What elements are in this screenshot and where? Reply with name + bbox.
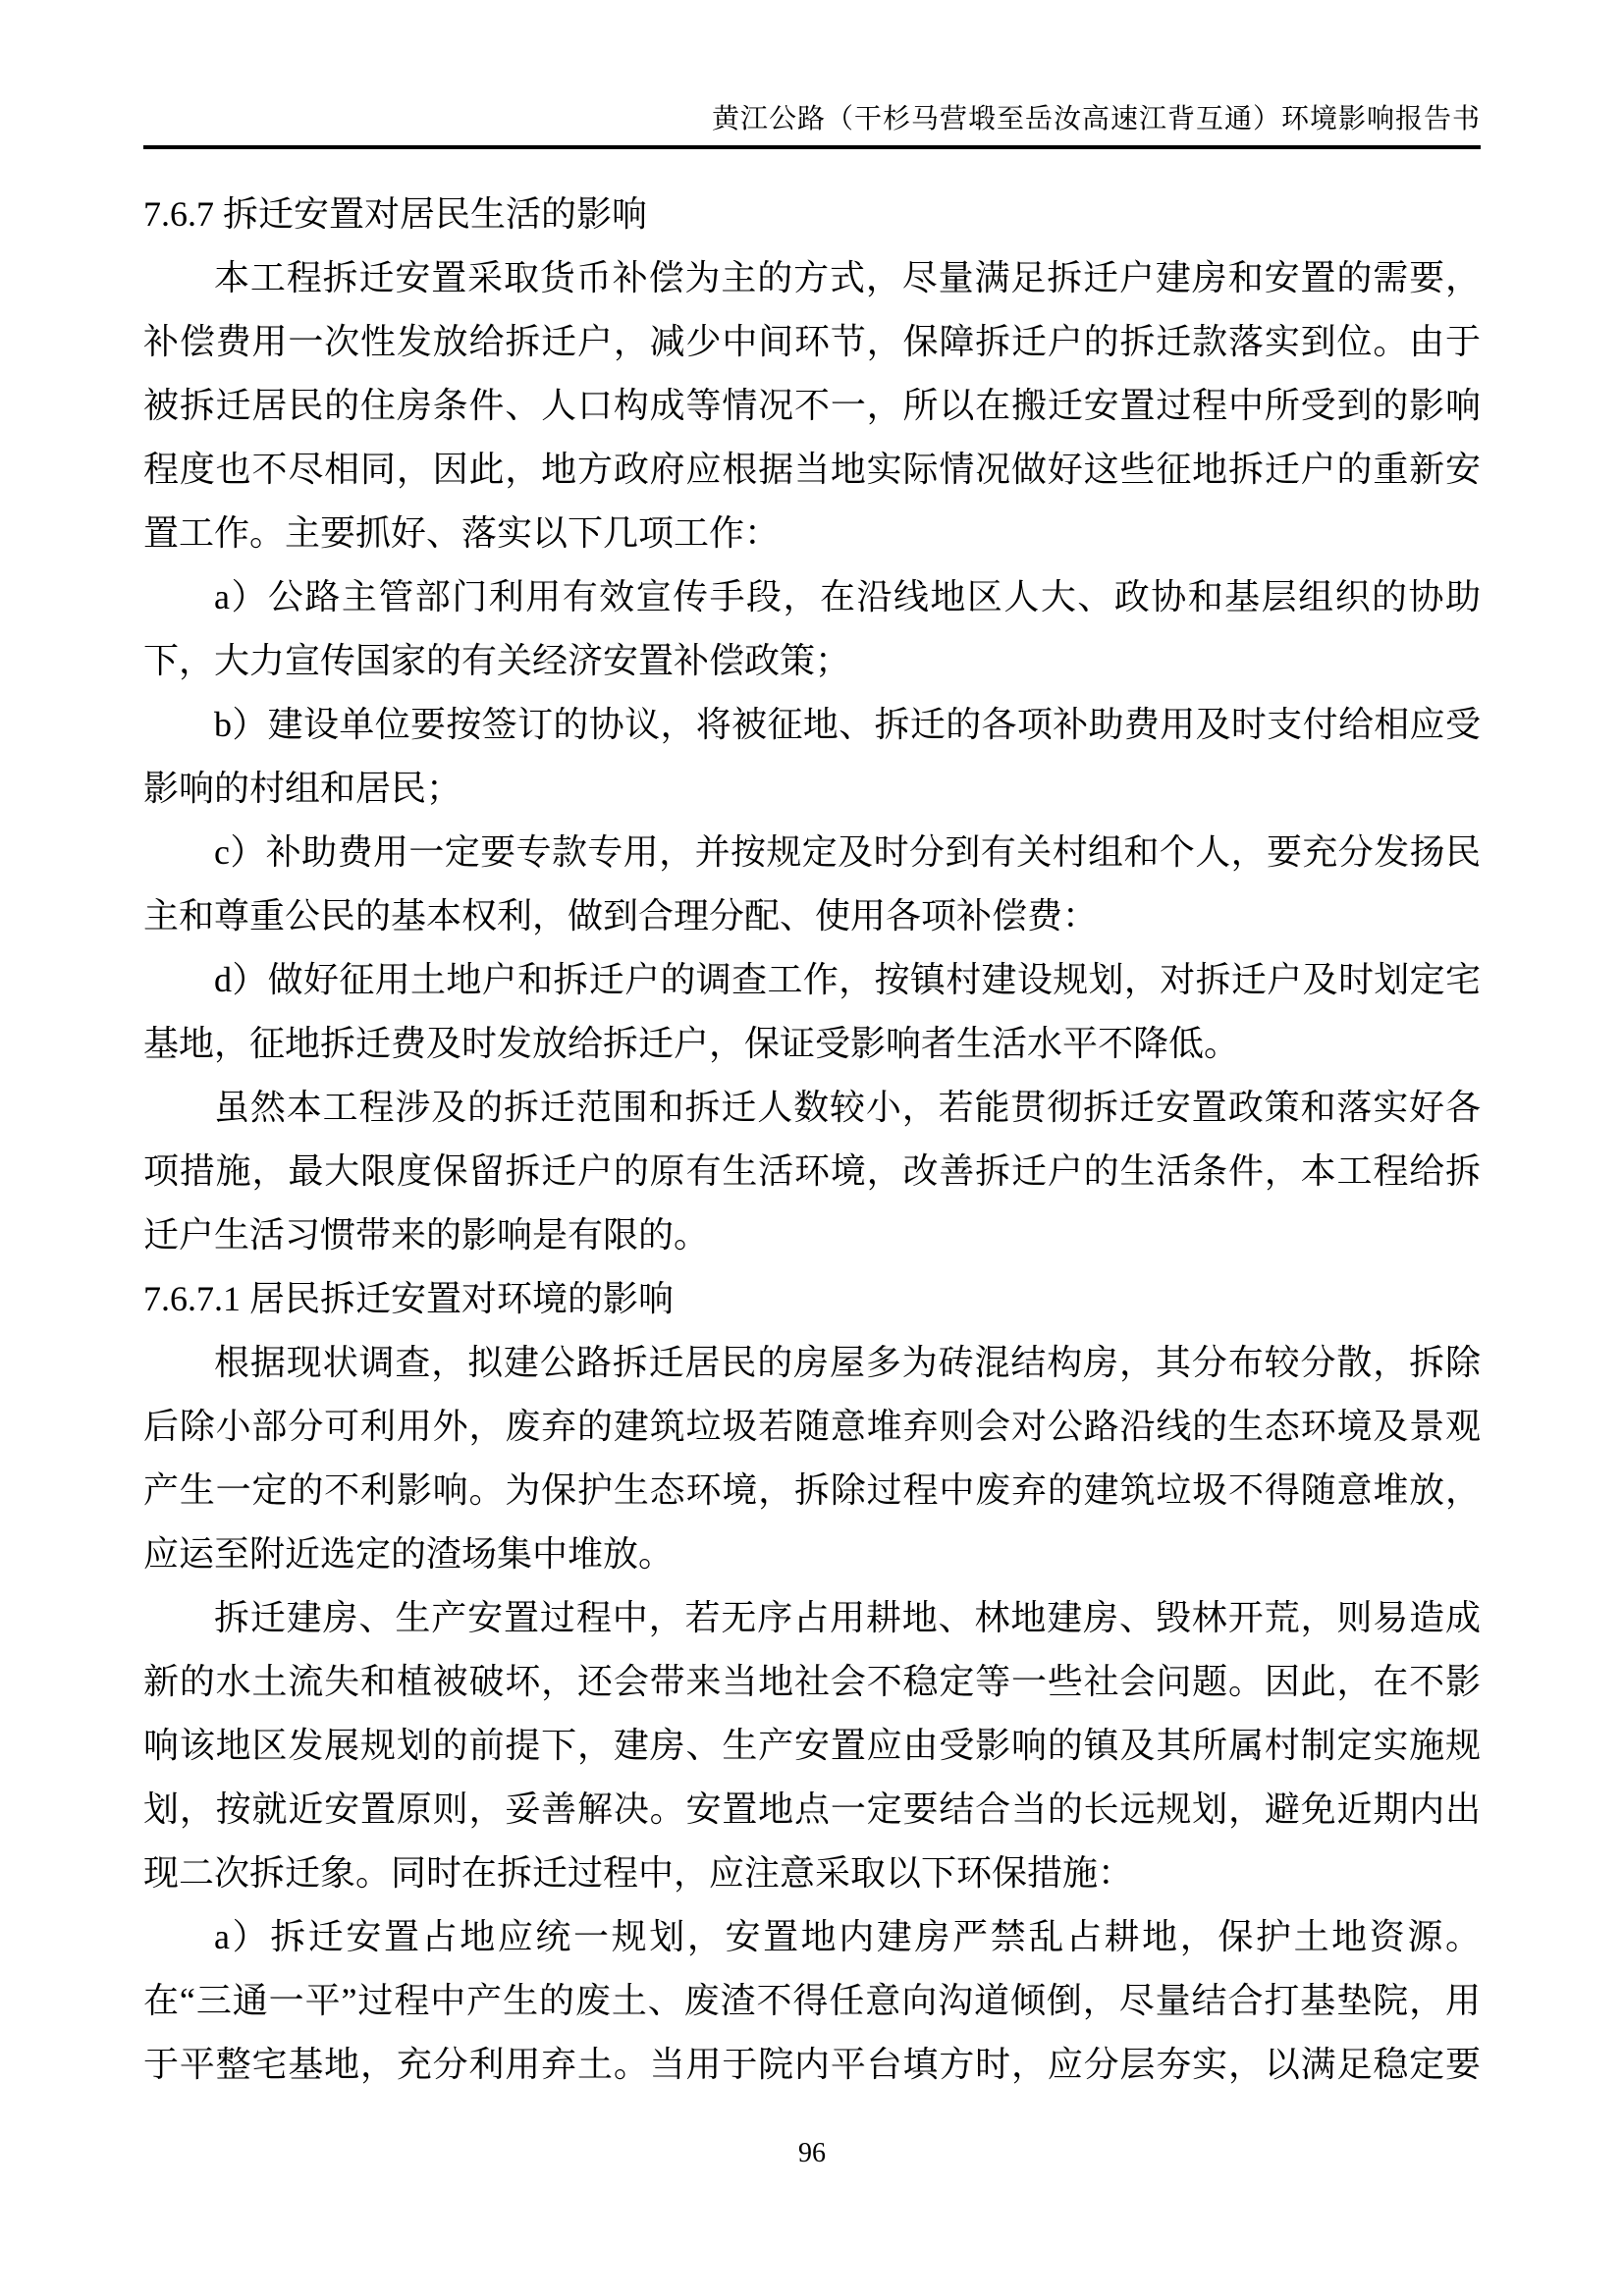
document-body bbox=[143, 183, 1481, 2097]
paragraph-survey: 根据现状调查，拟建公路拆迁居民的房屋多为砖混结构房，其分布较分散，拆除后除小部分可利用外，废弃的建筑垃圾若随意堆弃则会对公路沿线的生态环境及景观产生一定的不利影响。为保护生态环境，拆除过程中废弃的建筑垃圾不得随意堆放，应运至附近选定的渣场集中堆放。 bbox=[143, 1343, 1481, 1574]
list-item-a-measures: a）拆迁安置占地应统一规划，安置地内建房严禁乱占耕地，保护土地资源。在“三通一平”过程中产生的废土、废渣不得任意向沟道倾倒，尽量结合打基垫院，用于平整宅基地，充分利用弃土。当用于院内平台填方时，应分层夯实，以满足稳定要 bbox=[143, 1917, 1481, 2084]
list-item-b: b）建设单位要按签订的协议，将被征地、拆迁的各项补助费用及时支付给相应受影响的村组和居民； bbox=[143, 705, 1481, 808]
header-rule bbox=[143, 145, 1481, 149]
page-number: 96 bbox=[798, 2138, 826, 2168]
paragraph-conclusion: 虽然本工程涉及的拆迁范围和拆迁人数较小，若能贯彻拆迁安置政策和落实好各项措施，最大限度保留拆迁户的原有生活环境，改善拆迁户的生活条件，本工程给拆迁户生活习惯带来的影响是有限的。 bbox=[143, 1088, 1481, 1255]
header-title: 黄江公路（干杉马营塅至岳汝高速江背互通）环境影响报告书 bbox=[711, 104, 1481, 134]
paragraph-intro: 本工程拆迁安置采取货币补偿为主的方式，尽量满足拆迁户建房和安置的需要，补偿费用一次性发放给拆迁户，减少中间环节，保障拆迁户的拆迁款落实到位。由于被拆迁居民的住房条件、人口构成等情况不一，所以在搬迁安置过程中所受到的影响程度也不尽相同，因此，地方政府应根据当地实际情况做好这些征地拆迁户的重新安置工作。主要抓好、落实以下几项工作： bbox=[143, 258, 1481, 553]
section-heading-7-6-7: 7.6.7 拆迁安置对居民生活的影响 bbox=[143, 194, 648, 234]
list-item-d: d）做好征用土地户和拆迁户的调查工作，按镇村建设规划，对拆迁户及时划定宅基地，征地拆迁费及时发放给拆迁户，保证受影响者生活水平不降低。 bbox=[143, 960, 1481, 1063]
paragraph-resettlement: 拆迁建房、生产安置过程中，若无序占用耕地、林地建房、毁林开荒，则易造成新的水土流失和植被破坏，还会带来当地社会不稳定等一些社会问题。因此，在不影响该地区发展规划的前提下，建房、生产安置应由受影响的镇及其所属村制定实施规划，按就近安置原则，妥善解决。安置地点一定要结合当的长远规划，避免近期内出现二次拆迁象。同时在拆迁过程中，应注意采取以下环保措施： bbox=[143, 1598, 1481, 1893]
page-header bbox=[143, 0, 1481, 149]
page-footer bbox=[0, 2136, 1624, 2171]
list-item-c: c）补助费用一定要专款专用，并按规定及时分到有关村组和个人，要充分发扬民主和尊重公民的基本权利，做到合理分配、使用各项补偿费： bbox=[143, 832, 1481, 935]
list-item-a: a）公路主管部门利用有效宣传手段，在沿线地区人大、政协和基层组织的协助下，大力宣传国家的有关经济安置补偿政策； bbox=[143, 577, 1481, 680]
section-heading-7-6-7-1: 7.6.7.1 居民拆迁安置对环境的影响 bbox=[143, 1279, 675, 1318]
